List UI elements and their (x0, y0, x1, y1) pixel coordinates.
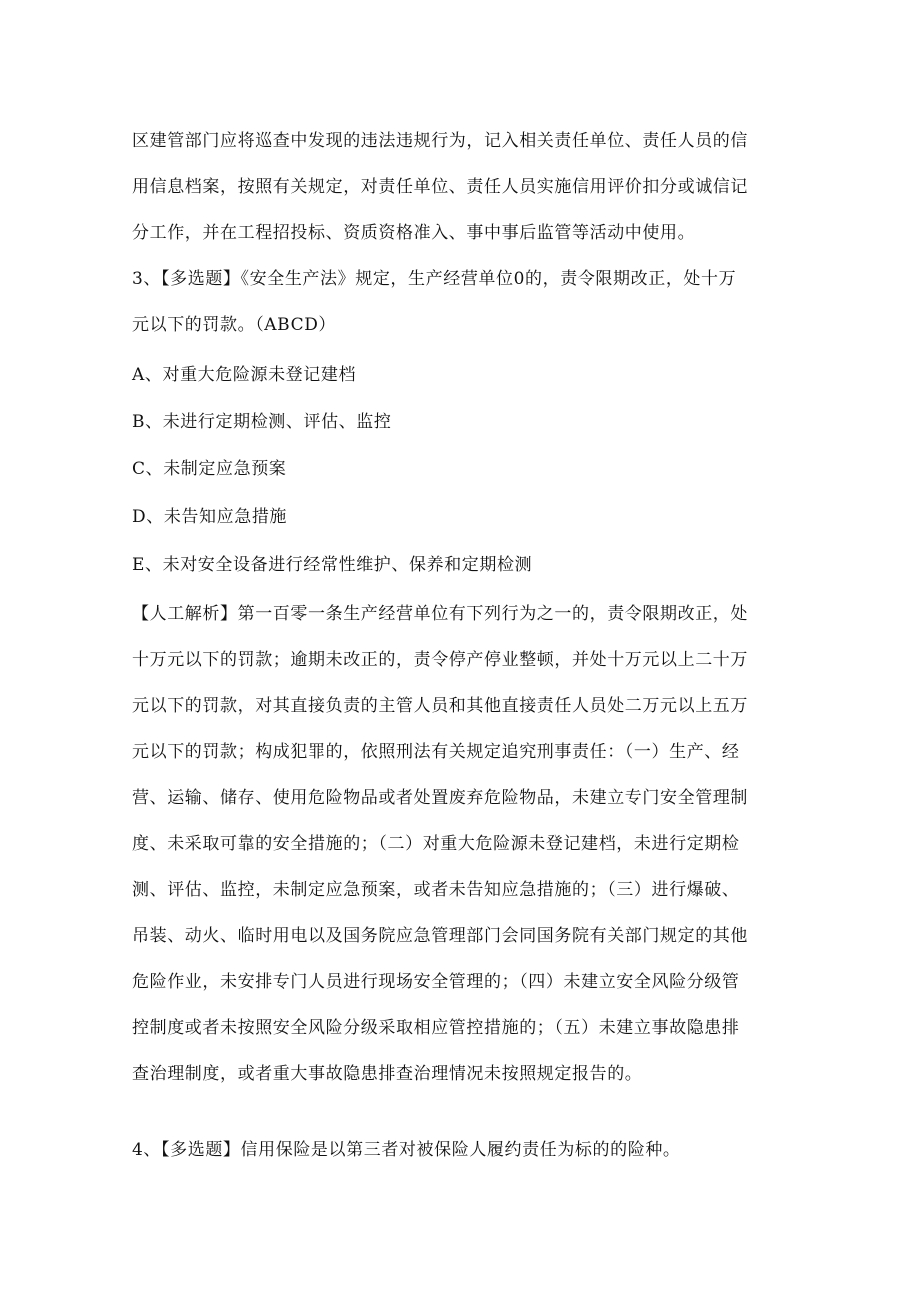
option-e: E、未对安全设备进行经常性维护、保养和定期检测 (132, 555, 533, 575)
question-text-line: 元以下的罚款。（ABCD） (132, 315, 337, 335)
text-line: 用信息档案，按照有关规定，对责任单位、责任人员实施信用评价扣分或诚信记 (132, 177, 748, 197)
paragraph-continuation (132, 118, 792, 256)
text-line: 分工作，并在工程招投标、资质资格准入、事中事后监管等活动中使用。 (132, 223, 696, 243)
analysis-text-line: 元以下的罚款；构成犯罪的，依照刑法有关规定追究刑事责任：（一）生产、经 (132, 742, 740, 762)
analysis-text-line: 控制度或者未按照安全风险分级采取相应管控措施的；（五）未建立事故隐患排 (132, 1018, 740, 1038)
question-3-stem (132, 256, 792, 348)
analysis-text-line: 测、评估、监控，未制定应急预案，或者未告知应急措施的；（三）进行爆破、 (132, 880, 740, 900)
option-c: C、未制定应急预案 (132, 459, 287, 479)
analysis-text-line: 【人工解析】第一百零一条生产经营单位有下列行为之一的，责令限期改正，处 (132, 604, 748, 624)
analysis-text-line: 查治理制度，或者重大事故隐患排查治理情况未按照规定报告的。 (132, 1064, 643, 1084)
analysis-text-line: 营、运输、储存、使用危险物品或者处置废弃危险物品，未建立专门安全管理制 (132, 788, 748, 808)
analysis-text-line: 十万元以下的罚款；逾期未改正的，责令停产停业整顿，并处十万元以上二十万 (132, 650, 748, 670)
option-b: B、未进行定期检测、评估、监控 (132, 412, 392, 432)
question-text-line: 3、【多选题】《安全生产法》规定，生产经营单位0的，责令限期改正，处十万 (132, 269, 737, 289)
option-d: D、未告知应急措施 (132, 507, 288, 527)
analysis-text-line: 危险作业，未安排专门人员进行现场安全管理的；（四）未建立安全风险分级管 (132, 972, 740, 992)
analysis-section (132, 591, 792, 1097)
analysis-text-line: 元以下的罚款，对其直接负责的主管人员和其他直接责任人员处二万元以上五万 (132, 696, 748, 716)
analysis-text-line: 吊装、动火、临时用电以及国务院应急管理部门会同国务院有关部门规定的其他 (132, 926, 748, 946)
question-text-line: 4、【多选题】信用保险是以第三者对被保险人履约责任为标的的险种。 (132, 1140, 681, 1160)
analysis-text-line: 度、未采取可靠的安全措施的；（二）对重大危险源未登记建档，未进行定期检 (132, 834, 740, 854)
text-line: 区建管部门应将巡查中发现的违法违规行为，记入相关责任单位、责任人员的信 (132, 131, 748, 151)
option-a: A、对重大危险源未登记建档 (132, 365, 357, 385)
question-4-stem (132, 1127, 792, 1173)
